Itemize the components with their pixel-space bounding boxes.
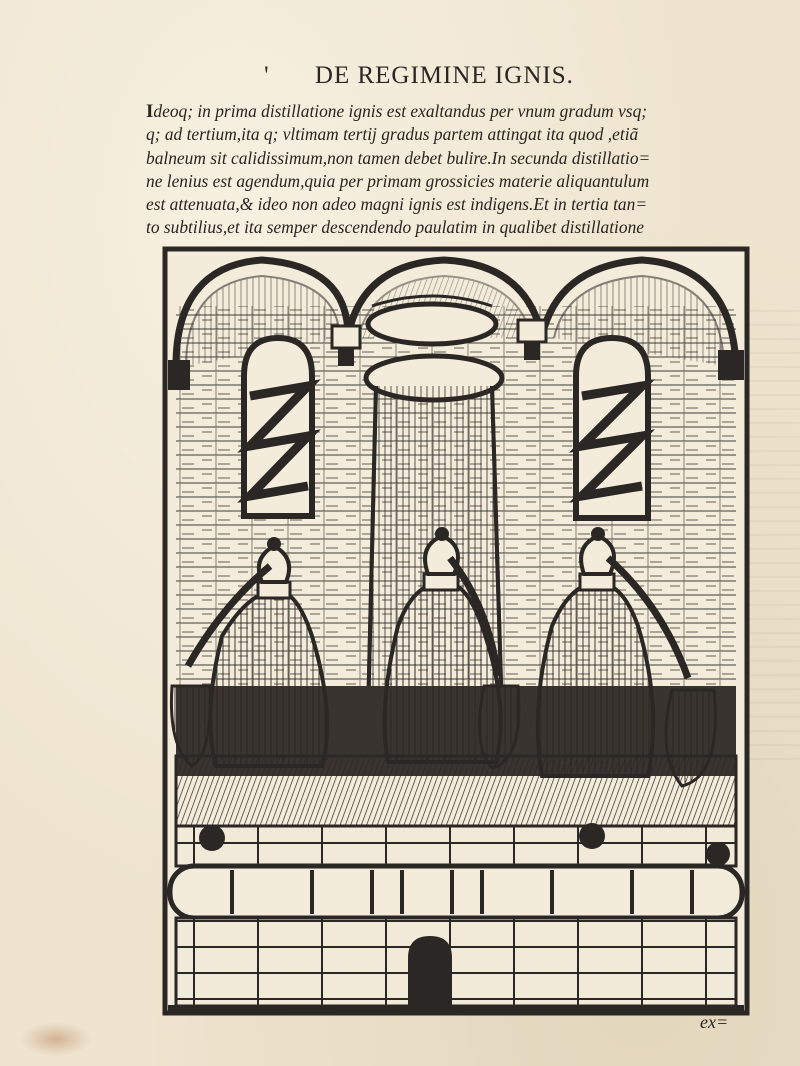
text-line: q; ad tertium,ita q; vltimam tertij gradus partem attingat ita quod ,etiã xyxy=(146,124,639,145)
text-line: Ideoq; in prima distillatione ignis est exaltandus per vnum gradum vsq; xyxy=(146,101,648,122)
text-line: est attenuata,& ideo non adeo magni ignis est indigens.Et in tertia tan= xyxy=(146,194,648,215)
text-line: ne lenius est agendum,quia per primam grossicies materie aliquantulum xyxy=(146,170,650,191)
body-text xyxy=(146,100,758,240)
text-line: to subtilius,et ita semper descendendo paulatim in qualibet distillatione xyxy=(146,217,645,238)
signature-mark: ex= xyxy=(700,1012,729,1032)
header-mark: ' xyxy=(264,62,270,89)
text-line: balneum sit calidissimum,non tamen debet bulire.In secunda distillatio= xyxy=(146,147,651,168)
running-head xyxy=(0,62,800,90)
paper-stain xyxy=(20,1022,92,1056)
woodcut-illustration xyxy=(162,246,750,1018)
page-title: DE REGIMINE IGNIS. xyxy=(314,62,574,89)
distillation-furnace-woodcut xyxy=(162,246,750,1018)
